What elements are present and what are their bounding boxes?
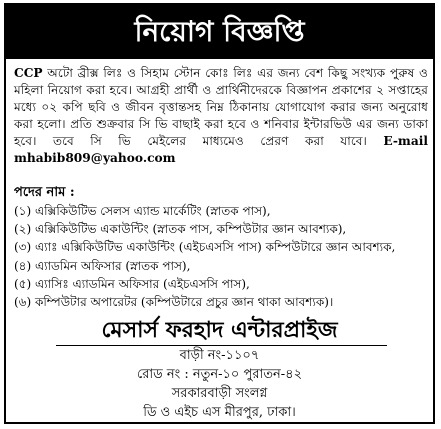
intro-text: অটো ব্রীক্স লিঃ ও সিহাম স্টোন কোঃ লিঃ এর জন্য বেশ কিছু সংখ্যক পুরুষ ও মহিলা নিয়োগ করা হবে। আগ্রহী প্রার্থী ও প্রার্থিনীদেরকে বিজ্ঞাপন প্রকাশের ২ সপ্তাহের মধ্যে ০২ কপি ছবি ও জীবন বৃত্তান্তসহ নিম্ন ঠিকানায় যোগাযোগ করার জন্য অনুরোধ করা হলো। প্রতি শুক্রবার সি ভি বাছাই করা হবে ও শনিবার ইন্টারভিউ এর জন্য ডাকা হবে। তবে সি ভি মেইলের মাধ্যমেও প্রেরণ করা যাবে। [14, 66, 428, 148]
address-house: বাড়ী নং-১১০৭ [179, 348, 260, 363]
divider [56, 345, 387, 346]
address-road: রোড নং : নতুন-১০ পুরাতন-৪২ [136, 367, 303, 382]
job-advertisement [4, 3, 435, 424]
post-item: (২) এক্সিকিউটিভ একাউন্টিং (স্নাতক পাস, কম্পিউটার জ্ঞান আবশ্যক), [14, 222, 347, 237]
company-name: মেসার্স ফরহাদ এন্টারপ্রাইজ [101, 317, 338, 343]
post-item: (৫) এ্যাসিঃ এ্যাডমিন অফিসার (এইচএসসি পাস), [14, 276, 250, 291]
ad-title: নিয়োগ বিজ্ঞপ্তি [6, 5, 433, 59]
post-item: (১) এক্সিকিউটিভ সেলস এ্যান্ড মার্কেটিং (স্নাতক পাস), [14, 204, 271, 218]
posts-heading: পদের নাম : [14, 185, 75, 200]
email-address: E-mail mhabib809@yahoo.com [14, 134, 428, 165]
address-area: ডি ও এইচ এস মীরপুর, ঢাকা। [143, 405, 296, 420]
posts-list [14, 202, 434, 311]
post-item: (৪) এ্যাডমিন অফিসার (স্নাতক পাস), [14, 258, 191, 273]
company-code: CCP [14, 66, 43, 80]
post-item: (৩) এ্যাঃ এক্সিকিউটিভ একাউন্টিং (এইচএসসি পাস) কম্পিউটারে জ্ঞান আবশ্যক, [14, 240, 396, 255]
post-item: (৬) কম্পিউটার অপারেটর (কম্পিউটারে প্রচুর জ্ঞান থাকা আবশ্যক)। [14, 295, 334, 310]
address-landmark: সরকারবাড়ী সংলগ্ন [171, 386, 268, 401]
intro-paragraph [14, 65, 428, 167]
